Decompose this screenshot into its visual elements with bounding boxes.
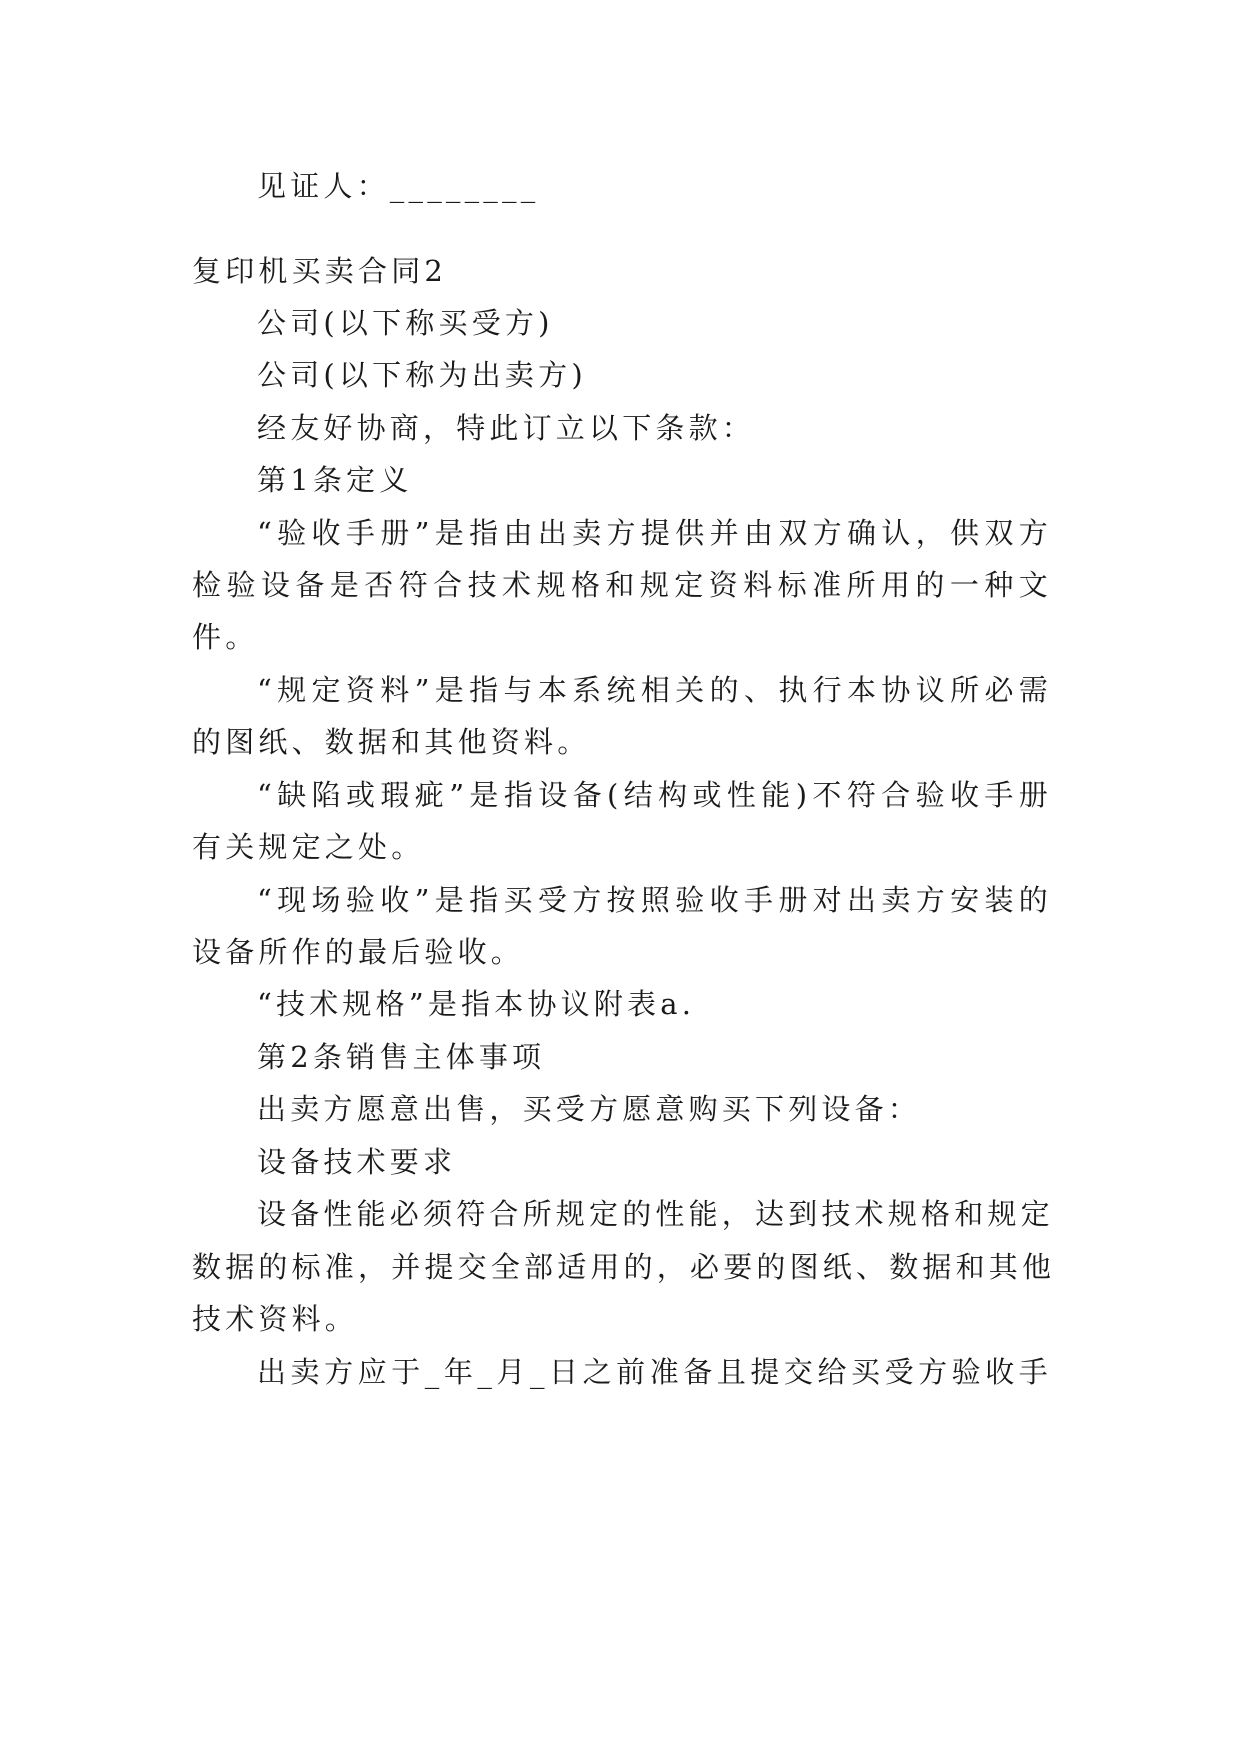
article-2-heading: 第2条销售主体事项 (257, 1040, 546, 1074)
paragraph-line: 检验设备是否符合技术规格和规定资料标准所用的一种文 (192, 568, 1052, 602)
paragraph-line: “验收手册”是指由出卖方提供并由双方确认，供双方 (257, 516, 1052, 550)
paragraph-line: 设备性能必须符合所规定的性能，达到技术规格和规定 (257, 1197, 1054, 1231)
preamble-line: 经友好协商，特此订立以下条款： (257, 411, 756, 445)
paragraph-line: “现场验收”是指买受方按照验收手册对出卖方安装的 (257, 883, 1052, 917)
paragraph-line: 出卖方应于_年_月_日之前准备且提交给买受方验收手 (257, 1355, 1052, 1389)
paragraph-line: 技术资料。 (192, 1302, 359, 1336)
witness-line: 见证人：________ (257, 169, 540, 203)
paragraph-line: 件。 (192, 620, 259, 654)
paragraph-line: “规定资料”是指与本系统相关的、执行本协议所必需 (257, 673, 1052, 707)
paragraph-line: “技术规格”是指本协议附表a. (257, 987, 696, 1021)
paragraph-line: 数据的标准，并提交全部适用的，必要的图纸、数据和其他 (192, 1250, 1056, 1284)
seller-party-line: 公司(以下称为出卖方) (257, 358, 587, 392)
section-heading: 设备技术要求 (257, 1145, 457, 1179)
contract-title: 复印机买卖合同2 (192, 254, 448, 288)
buyer-party-line: 公司(以下称买受方) (257, 306, 554, 340)
article-1-heading: 第1条定义 (257, 463, 413, 497)
paragraph-line: “缺陷或瑕疵”是指设备(结构或性能)不符合验收手册 (257, 778, 1052, 812)
paragraph-line: 设备所作的最后验收。 (192, 935, 525, 969)
paragraph-line: 有关规定之处。 (192, 830, 425, 864)
paragraph-line: 出卖方愿意出售，买受方愿意购买下列设备： (257, 1092, 922, 1126)
paragraph-line: 的图纸、数据和其他资料。 (192, 725, 591, 759)
